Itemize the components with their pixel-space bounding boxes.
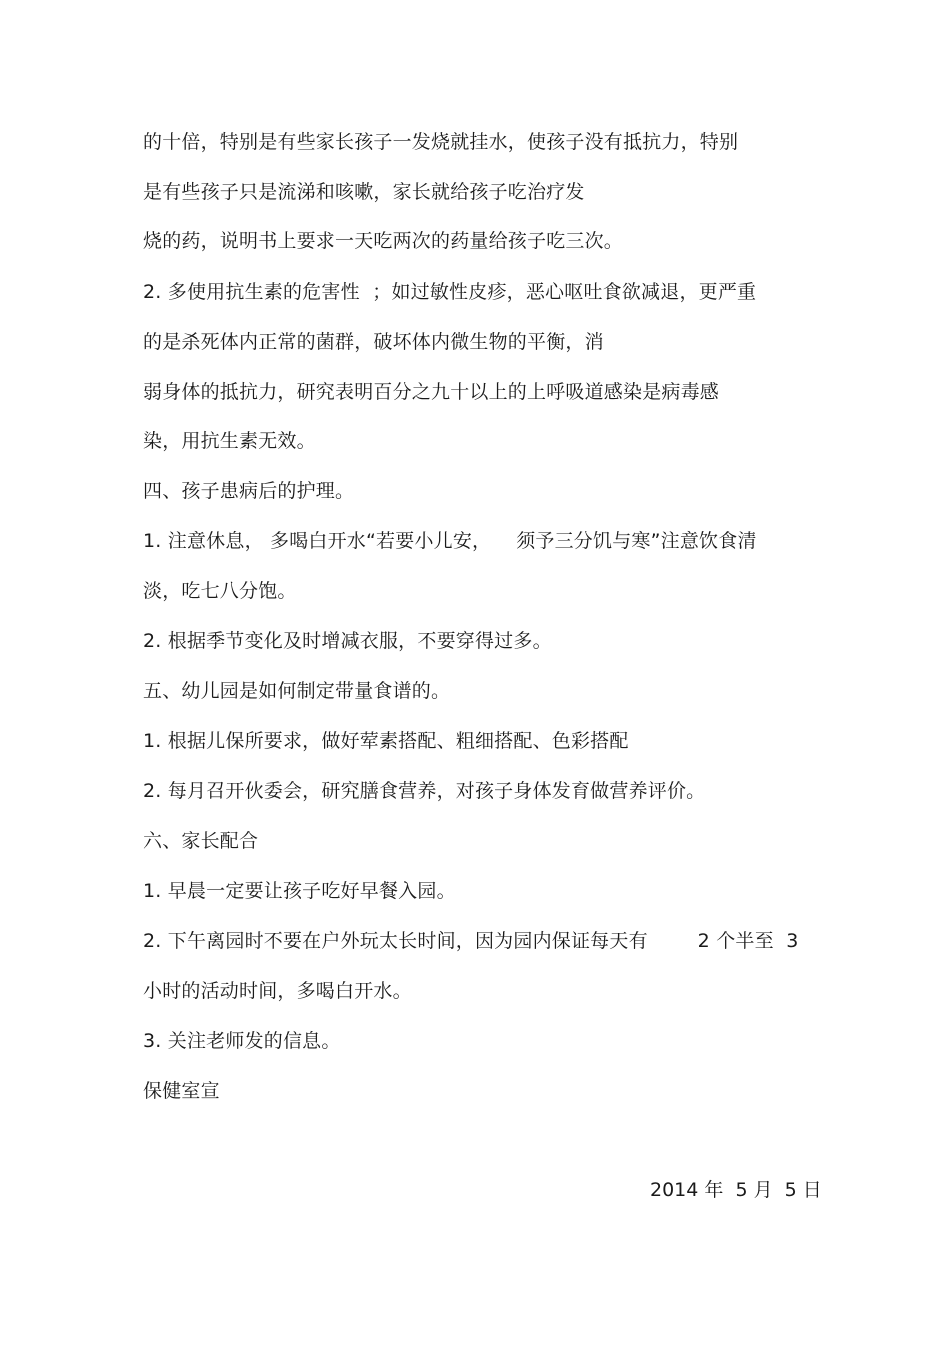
text-line-3: 烧的药，说明书上要求一天吃两次的药量给孩子吃三次。: [143, 230, 624, 252]
text-line-14: 2. 每月召开伙委会，研究膳食营养，对孩子身体发育做营养评价。: [143, 780, 706, 802]
text-line-10: 淡，吃七八分饱。: [143, 580, 297, 602]
section-heading-6: 六、家长配合: [143, 830, 259, 852]
text-line-6: 弱身体的抵抗力，研究表明百分之九十以上的上呼吸道感染是病毒感: [143, 381, 720, 403]
text-line-18: 小时的活动时间，多喝白开水。: [143, 980, 412, 1002]
section-heading-4: 四、孩子患病后的护理。: [143, 480, 355, 502]
text-line-13: 1. 根据儿保所要求，做好荤素搭配、粗细搭配、色彩搭配: [143, 730, 629, 752]
text-line-2: 是有些孩子只是流涕和咳嗽，家长就给孩子吃治疗发: [143, 181, 585, 203]
text-line-4: 2. 多使用抗生素的危害性 ；如过敏性皮疹，恶心呕吐食欲减退，更严重: [143, 281, 757, 303]
text-line-1: 的十倍，特别是有些家长孩子一发烧就挂水，使孩子没有抵抗力，特别: [143, 131, 739, 153]
text-line-5: 的是杀死体内正常的菌群，破坏体内微生物的平衡，消: [143, 331, 604, 353]
signature-line: 保健室宣: [143, 1080, 220, 1102]
text-line-11: 2. 根据季节变化及时增减衣服，不要穿得过多。: [143, 630, 552, 652]
text-line-19: 3. 关注老师发的信息。: [143, 1030, 341, 1052]
text-line-16: 1. 早晨一定要让孩子吃好早餐入园。: [143, 880, 456, 902]
section-heading-5: 五、幼儿园是如何制定带量食谱的。: [143, 680, 451, 702]
text-line-17: 2. 下午离园时不要在户外玩太长时间，因为园内保证每天有 2 个半至 3: [143, 930, 799, 952]
text-line-9: 1. 注意休息， 多喝白开水“若要小儿安， 须予三分饥与寒”注意饮食清: [143, 530, 757, 552]
document-date: 2014 年 5 月 5 日: [650, 1179, 822, 1201]
text-line-7: 染，用抗生素无效。: [143, 430, 316, 452]
